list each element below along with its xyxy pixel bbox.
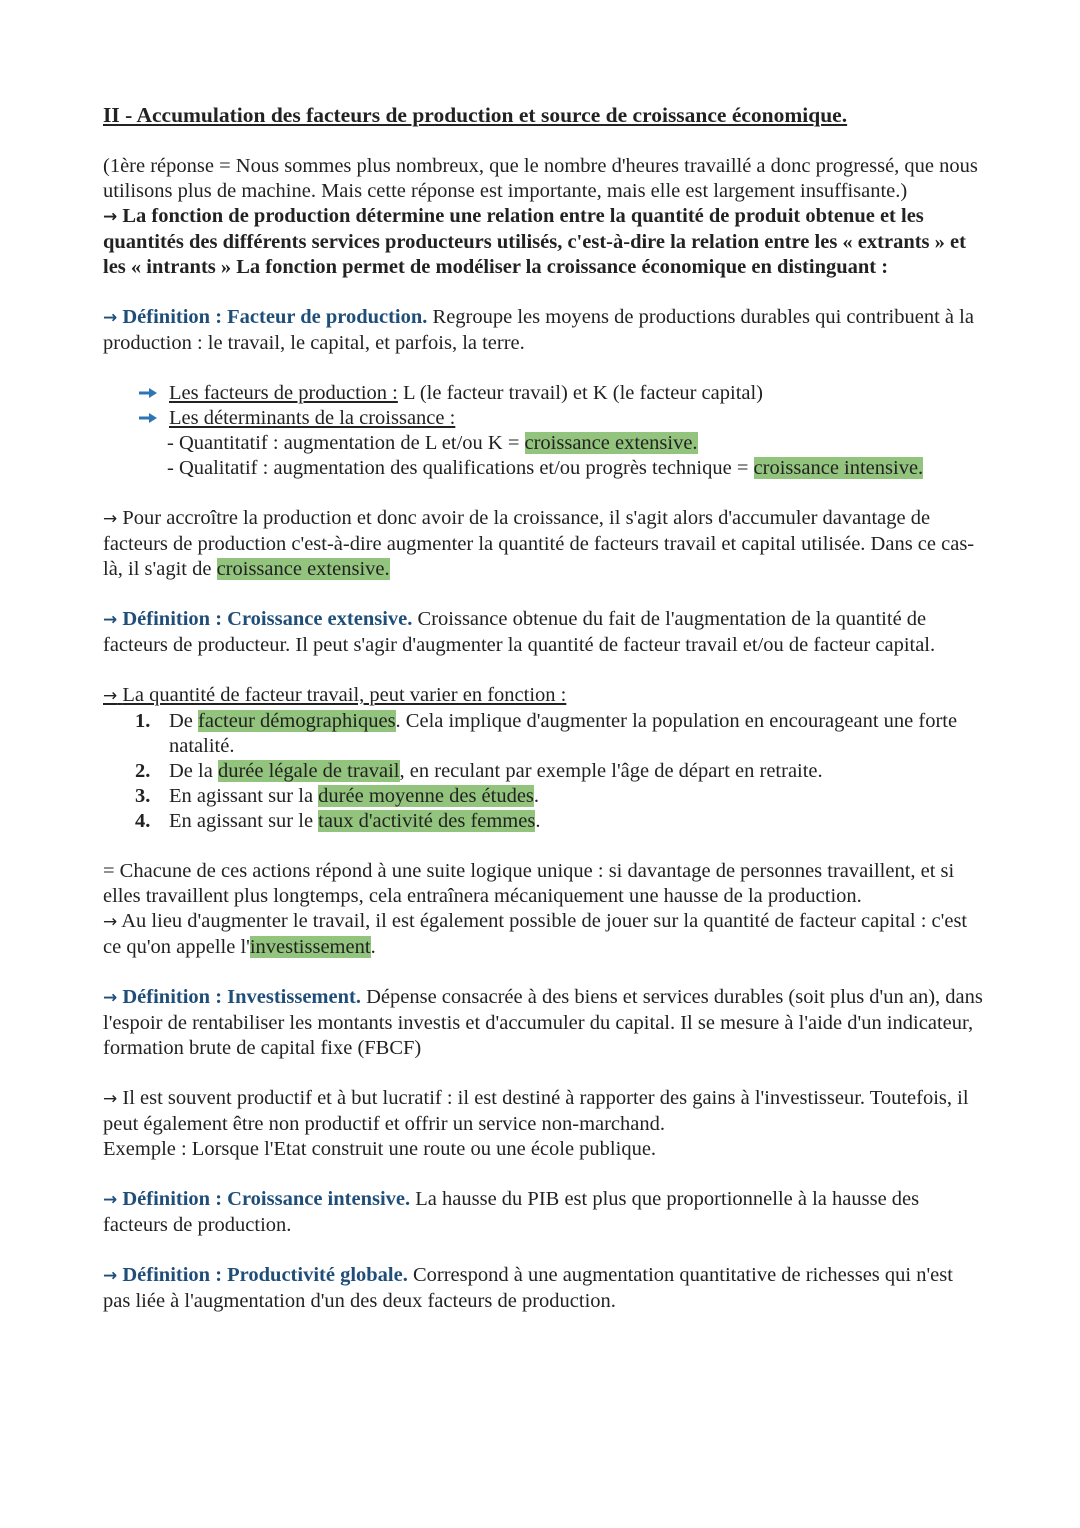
arrow-right-icon: → [103, 988, 118, 1008]
definition-extensive-title: Définition : Croissance extensive. [122, 608, 413, 630]
list-item-number: 1. [135, 710, 151, 732]
list-item-highlight: durée moyenne des études [318, 785, 534, 807]
facteurs-bullet-list [137, 381, 983, 431]
definition-facteur-label [103, 306, 427, 328]
definition-productivite-title: Définition : Productivité globale. [122, 1264, 408, 1286]
list-item-post: , en reculant par exemple l'âge de départ en retraite. [399, 760, 823, 782]
list-item-highlight: taux d'activité des femmes [318, 810, 536, 832]
list-item [135, 759, 983, 784]
accroitre-paragraph [103, 506, 983, 582]
investissement-highlight: investissement [249, 936, 371, 958]
list-item-highlight: durée légale de travail [217, 760, 400, 782]
bullet-determinants [137, 406, 983, 431]
au-lieu-text: Au lieu d'augmenter le travail, il est également possible de jouer sur la quantité de facteur capital : c'est ce qu'on appelle l' [103, 910, 968, 958]
list-item-number: 2. [135, 760, 151, 782]
definition-productivite [103, 1263, 983, 1314]
exemple-line: Exemple : Lorsque l'Etat construit une route ou une école publique. [103, 1138, 657, 1160]
chacune-paragraph: = Chacune de ces actions répond à une suite logique unique : si davantage de personnes travaillent, et si elles travaillent plus longtemps, cela entraînera mécaniquement une hausse de la production. [103, 860, 955, 907]
arrow-right-icon: → [103, 686, 118, 706]
list-item-pre: En agissant sur la [169, 785, 319, 807]
au-lieu-post: . [370, 936, 376, 958]
bullet-facteurs [137, 381, 983, 406]
list-item-post: . [535, 810, 541, 832]
quantitatif-line [167, 431, 983, 456]
au-lieu-paragraph [103, 909, 983, 960]
arrow-right-icon: → [103, 912, 118, 932]
definition-intensive-text: La hausse du PIB est plus que proportionnelle à la hausse des facteurs de production. [103, 1188, 920, 1236]
list-item-post: . Cela implique d'augmenter la population en encourageant une forte natalité. [169, 710, 958, 757]
intro-paragraph: (1ère réponse = Nous sommes plus nombreux, que le nombre d'heures travaillé a donc progressé, que nous utilisons plus de machine. Mais cette réponse est importante, mais elle est largement insuffisante.) [103, 155, 978, 202]
arrow-right-icon: → [103, 308, 118, 328]
list-item [135, 709, 983, 759]
list-item [135, 809, 983, 834]
quantitatif-text: - Quantitatif : augmentation de L et/ou K = [167, 432, 525, 454]
arrow-right-icon: → [103, 509, 118, 529]
arrow-right-icon: → [103, 1190, 118, 1210]
definition-investissement-text: Dépense consacrée à des biens et services durables (soit plus d'un an), dans l'espoir de rentabiliser les montants investis et d'accumuler du capital. Il se mesure à l'aide d'un indicateur, formation brute de capital fixe (FBCF) [103, 986, 983, 1059]
definition-productivite-label [103, 1264, 408, 1286]
definition-investissement-title: Définition : Investissement. [122, 986, 361, 1008]
list-item-pre: En agissant sur le [169, 810, 319, 832]
definition-investissement [103, 985, 983, 1061]
definition-facteur [103, 305, 983, 356]
accroitre-highlight: croissance extensive. [216, 558, 390, 580]
fonction-text: La fonction de production détermine une relation entre la quantité de produit obtenue et les quantités des différents services producteurs utilisés, c'est-à-dire la relation entre les « extrants » et les « intrants » La fonction permet de modéliser la croissance économique en distinguant : [103, 205, 966, 278]
blue-arrow-bullet-icon [137, 411, 161, 425]
list-item-post: . [533, 785, 540, 807]
blue-arrow-bullet-icon [137, 386, 161, 400]
definition-facteur-text: Regroupe les moyens de productions durables qui contribuent à la production : le travail, le capital, et parfois, la terre. [103, 306, 974, 354]
definition-facteur-title: Définition : Facteur de production. [122, 306, 428, 328]
travail-heading-text: La quantité de facteur travail, peut varier en fonction : [122, 684, 567, 706]
quantitatif-highlight: croissance extensive. [524, 432, 698, 454]
definition-extensive-text: Croissance obtenue du fait de l'augmentation de la quantité de facteurs de producteur. Il peut s'agir d'augmenter la quantité de facteur travail et/ou de facteur capital. [103, 608, 936, 656]
list-item [135, 784, 983, 809]
definition-intensive [103, 1187, 983, 1238]
definition-intensive-label [103, 1188, 410, 1210]
definition-productivite-text: Correspond à une augmentation quantitative de richesses qui n'est pas liée à l'augmentation d'un des deux facteurs de production. [103, 1264, 953, 1312]
arrow-right-icon: → [103, 1089, 118, 1109]
bullet-facteurs-label: Les facteurs de production : [169, 382, 398, 404]
definition-investissement-label [103, 986, 361, 1008]
arrow-right-icon: → [103, 207, 118, 227]
qualitatif-text: - Qualitatif : augmentation des qualifications et/ou progrès technique = [167, 457, 754, 479]
list-item-number: 3. [135, 785, 151, 807]
document-page [103, 101, 983, 1314]
qualitatif-line [167, 456, 983, 481]
list-item-pre: De la [169, 760, 218, 782]
list-item-number: 4. [135, 810, 151, 832]
productif-text: Il est souvent productif et à but lucratif : il est destiné à rapporter des gains à l'investisseur. Toutefois, il peut également être non productif et offrir un service non-marchand. [103, 1087, 969, 1135]
definition-extensive-label [103, 608, 412, 630]
productif-paragraph [103, 1086, 983, 1137]
travail-list [135, 709, 983, 834]
arrow-right-icon: → [103, 1266, 118, 1286]
section-title: II - Accumulation des facteurs de production et source de croissance économique. [103, 103, 848, 127]
bullet-determinants-label: Les déterminants de la croissance : [169, 407, 456, 429]
travail-heading [103, 683, 983, 709]
fonction-paragraph [103, 204, 983, 280]
qualitatif-highlight: croissance intensive. [753, 457, 924, 479]
accroitre-text: Pour accroître la production et donc avoir de la croissance, il s'agit alors d'accumuler davantage de facteurs de production c'est-à-dire augmenter la quantité de facteurs travail et capital utilisée. Dans ce cas-là, il s'agit de [103, 507, 975, 580]
list-item-highlight: facteur démographiques [198, 710, 396, 732]
list-item-pre: De [169, 710, 199, 732]
arrow-right-icon: → [103, 610, 118, 630]
bullet-facteurs-text: L (le facteur travail) et K (le facteur capital) [397, 382, 764, 404]
definition-intensive-title: Définition : Croissance intensive. [122, 1188, 411, 1210]
definition-extensive [103, 607, 983, 658]
